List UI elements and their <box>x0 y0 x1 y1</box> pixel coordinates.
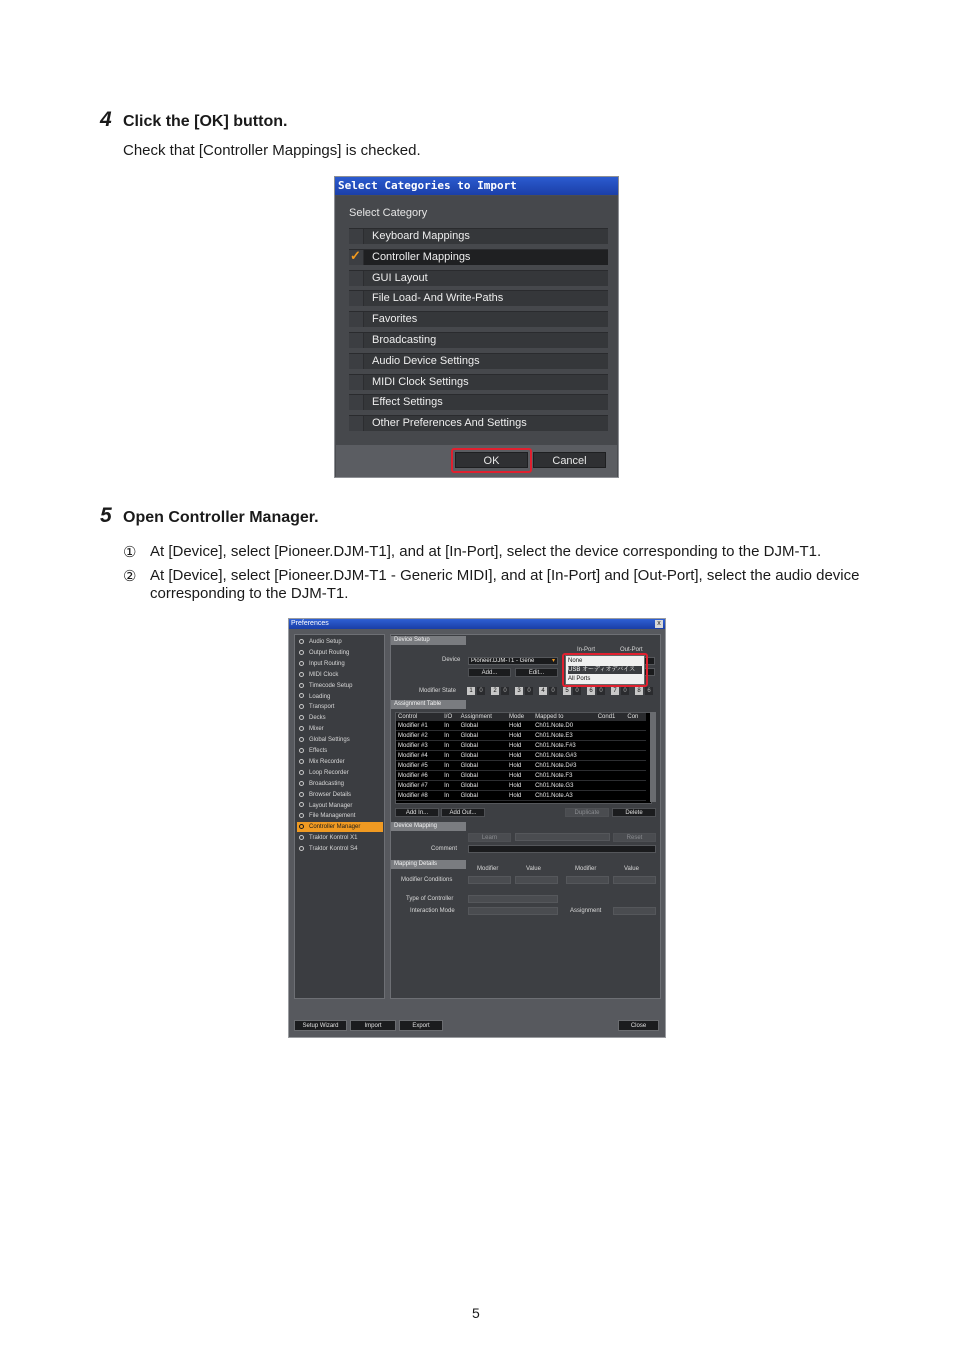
sidebar-item-label: Mixer <box>309 726 324 733</box>
category-row[interactable] <box>349 353 608 369</box>
modifier-state-label: Modifier State <box>419 688 457 694</box>
sidebar-item[interactable] <box>297 670 383 680</box>
table-cell <box>596 751 626 761</box>
table-cell: Hold <box>507 721 533 731</box>
select-category-label: Select Category <box>349 207 428 219</box>
learn-button[interactable]: Learn <box>468 833 511 842</box>
modifier-state-value: 6 <box>645 687 653 695</box>
modifier-state-value: 0 <box>549 687 557 695</box>
section-assignment-table: Assignment Table <box>391 700 466 709</box>
table-cell: Ch01.Note.D0 <box>533 721 596 731</box>
table-cell: Hold <box>507 771 533 781</box>
sidebar-item-label: Broadcasting <box>309 780 345 787</box>
window-title: Preferences <box>289 619 665 629</box>
sidebar-item[interactable] <box>297 801 383 811</box>
reset-button[interactable]: Reset <box>613 833 656 842</box>
dialog-title: Select Categories to Import <box>335 177 618 195</box>
table-row[interactable] <box>396 741 646 751</box>
table-row[interactable] <box>396 761 646 771</box>
table-cell: Ch01.Note.F#3 <box>533 741 596 751</box>
radio-icon <box>299 704 304 709</box>
radio-icon <box>299 737 304 742</box>
table-cell: Ch01.Note.E3 <box>533 731 596 741</box>
table-cell: Global <box>459 751 507 761</box>
table-cell <box>596 721 626 731</box>
select-categories-dialog <box>334 176 619 478</box>
sidebar-item[interactable] <box>297 735 383 745</box>
step-title: Open Controller Manager. <box>123 509 319 526</box>
table-cell: Modifier #4 <box>396 751 442 761</box>
modifier-state-key: 5 <box>563 687 571 695</box>
table-cell <box>596 771 626 781</box>
sidebar-item[interactable] <box>297 790 383 800</box>
step-number: 5 <box>100 504 112 527</box>
value-select-1[interactable] <box>515 876 558 884</box>
column-header[interactable]: I/O <box>442 713 458 721</box>
step-title: Click the [OK] button. <box>123 113 288 130</box>
modifier-select-2[interactable] <box>566 876 609 884</box>
table-cell: In <box>442 771 458 781</box>
modifier-conditions-label: Modifier Conditions <box>401 877 453 883</box>
table-cell: Modifier #6 <box>396 771 442 781</box>
sidebar-item[interactable] <box>297 811 383 821</box>
radio-icon <box>299 846 304 851</box>
radio-icon <box>299 683 304 688</box>
table-cell <box>625 751 646 761</box>
edit-device-button[interactable]: Edit... <box>515 668 558 677</box>
port-highlight <box>562 653 648 687</box>
sidebar-item-label: Timecode Setup <box>309 682 353 689</box>
radio-icon <box>299 813 304 818</box>
chevron-down-icon: ▾ <box>551 658 555 664</box>
table-cell <box>596 761 626 771</box>
table-cell: Hold <box>507 731 533 741</box>
table-cell: In <box>442 741 458 751</box>
duplicate-button[interactable]: Duplicate <box>565 808 609 817</box>
table-cell: Modifier #3 <box>396 741 442 751</box>
radio-icon <box>299 726 304 731</box>
table-cell <box>625 791 646 801</box>
table-cell <box>596 791 626 801</box>
category-checkbox[interactable] <box>349 247 364 265</box>
category-label: GUI Layout <box>372 271 428 284</box>
table-cell <box>596 741 626 751</box>
category-row[interactable] <box>349 394 608 410</box>
table-cell <box>596 781 626 791</box>
table-cell <box>625 781 646 791</box>
modifier-label: Modifier <box>575 866 597 872</box>
value-select-2[interactable] <box>613 876 656 884</box>
table-cell: Ch01.Note.D#3 <box>533 761 596 771</box>
modifier-state-key: 4 <box>539 687 547 695</box>
sidebar-item-label: Output Routing <box>309 649 350 656</box>
table-cell <box>596 731 626 741</box>
category-label: Effect Settings <box>372 396 443 409</box>
modifier-state-key: 6 <box>587 687 595 695</box>
column-header[interactable]: Mapped to <box>533 713 596 721</box>
table-cell: Ch01.Note.G3 <box>533 781 596 791</box>
list-item: At [Device], select [Pioneer.DJM-T1 - Generic MIDI], and at [In-Port] and [Out-Port], select the audio device corresponding to the DJM-T1. <box>150 567 860 602</box>
table-row[interactable] <box>396 791 646 801</box>
device-select[interactable] <box>468 657 558 665</box>
sidebar-item-label: Mix Recorder <box>309 758 345 765</box>
learn-select[interactable] <box>515 833 610 841</box>
add-in-button[interactable]: Add In... <box>395 808 439 817</box>
setup-wizard-button[interactable]: Setup Wizard <box>294 1020 347 1031</box>
modifier-state-value: 0 <box>621 687 629 695</box>
table-row[interactable] <box>396 731 646 741</box>
table-cell: Modifier #1 <box>396 721 442 731</box>
table-cell: In <box>442 751 458 761</box>
table-cell <box>625 731 646 741</box>
sidebar-item-label: Browser Details <box>309 791 352 798</box>
modifier-state-key: 7 <box>611 687 619 695</box>
radio-icon <box>299 835 304 840</box>
checkmark-icon: ✓ <box>350 247 361 263</box>
modifier-state-value: 0 <box>477 687 485 695</box>
category-label: MIDI Clock Settings <box>372 375 469 388</box>
table-cell: Hold <box>507 751 533 761</box>
category-row[interactable] <box>349 415 608 431</box>
table-cell: Global <box>459 791 507 801</box>
sidebar-item-label: Traktor Kontrol X1 <box>309 835 358 842</box>
category-label: Favorites <box>372 313 418 326</box>
table-cell: Hold <box>507 761 533 771</box>
category-row[interactable] <box>349 374 608 390</box>
table-cell: Ch01.Note.A3 <box>533 791 596 801</box>
table-row[interactable] <box>396 721 646 731</box>
modifier-state-value: 0 <box>501 687 509 695</box>
category-checkbox[interactable] <box>349 416 364 431</box>
table-cell: Hold <box>507 791 533 801</box>
radio-icon <box>299 770 304 775</box>
type-of-controller-label: Type of Controller <box>406 896 454 902</box>
value-label: Value <box>624 866 639 872</box>
table-cell <box>625 771 646 781</box>
sidebar-item[interactable] <box>297 757 383 767</box>
dialog-footer <box>336 445 617 477</box>
modifier-state-value: 0 <box>525 687 533 695</box>
preferences-window <box>288 618 666 1038</box>
preferences-sidebar <box>294 634 385 999</box>
radio-icon <box>299 650 304 655</box>
modifier-state-value: 0 <box>597 687 605 695</box>
sidebar-item-label: Transport <box>309 704 335 711</box>
category-row[interactable] <box>349 228 608 244</box>
list-item: At [Device], select [Pioneer.DJM-T1], and at [In-Port], select the device corresponding to the DJM-T1. <box>150 543 822 560</box>
table-row[interactable] <box>396 781 646 791</box>
category-label: Audio Device Settings <box>372 354 480 367</box>
radio-icon <box>299 672 304 677</box>
sidebar-item-label: Loading <box>309 693 331 700</box>
assignment-select[interactable] <box>613 907 656 915</box>
table-cell: Global <box>459 771 507 781</box>
assignment-table[interactable] <box>395 712 652 804</box>
port-option[interactable]: All Ports <box>568 676 591 682</box>
add-out-button[interactable]: Add Out... <box>441 808 485 817</box>
comment-label: Comment <box>431 846 458 852</box>
ok-button[interactable]: OK <box>455 452 528 468</box>
table-cell <box>625 741 646 751</box>
table-cell: Global <box>459 741 507 751</box>
sidebar-item[interactable] <box>297 724 383 734</box>
table-cell: Hold <box>507 781 533 791</box>
modifier-state-key: 8 <box>635 687 643 695</box>
sidebar-item[interactable] <box>297 648 383 658</box>
table-scrollbar[interactable] <box>650 712 656 802</box>
add-device-button[interactable]: Add... <box>468 668 511 677</box>
sidebar-item[interactable] <box>297 768 383 778</box>
sidebar-item[interactable] <box>297 659 383 669</box>
table-cell: Modifier #8 <box>396 791 442 801</box>
sidebar-item[interactable] <box>297 702 383 712</box>
table-cell <box>625 761 646 771</box>
modifier-state-value: 0 <box>573 687 581 695</box>
category-label: Broadcasting <box>372 334 437 346</box>
category-label: Keyboard Mappings <box>372 230 470 242</box>
sidebar-item[interactable] <box>297 637 383 647</box>
list-marker: ① <box>123 544 137 561</box>
radio-icon <box>299 693 304 698</box>
column-header[interactable]: Control <box>396 713 442 721</box>
category-label: File Load- And Write-Paths <box>372 292 504 305</box>
sidebar-item-label: Global Settings <box>309 737 350 744</box>
category-checkbox[interactable] <box>349 354 364 369</box>
table-cell: Modifier #7 <box>396 781 442 791</box>
dialog-body <box>336 196 617 446</box>
sidebar-item[interactable] <box>297 713 383 723</box>
interaction-mode-label: Interaction Mode <box>410 908 455 914</box>
radio-icon <box>299 824 304 829</box>
category-row[interactable] <box>349 290 608 306</box>
category-checkbox[interactable] <box>349 291 364 306</box>
category-checkbox[interactable] <box>349 395 364 410</box>
table-cell: In <box>442 781 458 791</box>
export-button[interactable]: Export <box>399 1020 443 1031</box>
out-port-label: Out-Port <box>620 647 643 653</box>
column-header[interactable]: Mode <box>507 713 533 721</box>
category-checkbox[interactable] <box>349 333 364 348</box>
sidebar-item-label: File Management <box>309 813 356 820</box>
sidebar-item[interactable] <box>297 746 383 756</box>
radio-icon <box>299 792 304 797</box>
sidebar-item[interactable] <box>297 779 383 789</box>
radio-icon <box>299 639 304 644</box>
sidebar-item-label: Traktor Kontrol S4 <box>309 846 358 853</box>
sidebar-item-label: Decks <box>309 715 326 722</box>
sidebar-item-label: Layout Manager <box>309 802 353 809</box>
table-cell: Global <box>459 721 507 731</box>
close-button[interactable]: Close <box>618 1020 659 1031</box>
radio-icon <box>299 802 304 807</box>
close-icon[interactable]: x <box>655 620 663 628</box>
step-body: Check that [Controller Mappings] is checked. <box>123 142 421 159</box>
delete-button[interactable]: Delete <box>612 808 656 817</box>
table-cell: Global <box>459 781 507 791</box>
modifier-select-1[interactable] <box>468 876 511 884</box>
radio-icon <box>299 748 304 753</box>
table-row[interactable] <box>396 771 646 781</box>
column-header[interactable]: Con <box>625 713 646 721</box>
sidebar-item-label: Effects <box>309 748 328 754</box>
modifier-state-row <box>467 687 657 695</box>
modifier-label: Modifier <box>477 866 499 872</box>
sidebar-item-label: Input Routing <box>309 660 345 667</box>
radio-icon <box>299 661 304 666</box>
category-label: Controller Mappings <box>372 250 471 263</box>
step-number: 4 <box>100 108 112 131</box>
sidebar-item[interactable] <box>297 833 383 843</box>
category-row[interactable] <box>349 332 608 348</box>
port-option[interactable]: None <box>568 658 583 664</box>
category-row[interactable] <box>349 270 608 286</box>
column-header[interactable]: Assignment <box>459 713 507 721</box>
radio-icon <box>299 759 304 764</box>
sidebar-item-label: Loop Recorder <box>309 769 349 776</box>
radio-icon <box>299 781 304 786</box>
modifier-state-key: 3 <box>515 687 523 695</box>
sidebar-item[interactable] <box>297 692 383 702</box>
page-number: 5 <box>472 1305 480 1321</box>
table-cell: In <box>442 721 458 731</box>
category-label: Other Preferences And Settings <box>372 417 527 430</box>
controller-manager-panel <box>390 634 661 999</box>
category-checkbox[interactable] <box>349 312 364 327</box>
comment-input[interactable] <box>468 845 656 853</box>
value-label: Value <box>526 866 541 872</box>
table-cell: In <box>442 731 458 741</box>
category-checkbox[interactable] <box>349 375 364 390</box>
table-row[interactable] <box>396 751 646 761</box>
table-cell: Modifier #2 <box>396 731 442 741</box>
sidebar-item[interactable] <box>297 822 383 832</box>
table-cell: Hold <box>507 741 533 751</box>
category-row[interactable] <box>349 249 608 265</box>
section-device-setup: Device Setup <box>391 636 466 645</box>
list-marker: ② <box>123 568 137 585</box>
table-cell: Ch01.Note.G#3 <box>533 751 596 761</box>
category-checkbox[interactable] <box>349 229 364 244</box>
table-cell: Ch01.Note.F3 <box>533 771 596 781</box>
table-cell: In <box>442 761 458 771</box>
interaction-mode-select[interactable] <box>468 907 558 915</box>
port-option-selected[interactable]: USB オーディオデバイス <box>568 666 642 674</box>
column-header[interactable]: Cond1 <box>596 713 626 721</box>
section-mapping-details: Mapping Details <box>391 860 466 869</box>
modifier-state-key: 2 <box>491 687 499 695</box>
table-cell: In <box>442 791 458 801</box>
assignment-label: Assignment <box>570 908 602 914</box>
device-label: Device <box>442 657 461 663</box>
cancel-button[interactable]: Cancel <box>533 452 606 468</box>
section-device-mapping: Device Mapping <box>391 822 466 831</box>
table-cell <box>625 721 646 731</box>
sidebar-item[interactable] <box>297 844 383 854</box>
radio-icon <box>299 715 304 720</box>
sidebar-item-label: MIDI Clock <box>309 671 339 678</box>
category-row[interactable] <box>349 311 608 327</box>
sidebar-item-label: Controller Manager <box>309 824 361 831</box>
sidebar-item[interactable] <box>297 681 383 691</box>
category-checkbox[interactable] <box>349 271 364 286</box>
import-button[interactable]: Import <box>350 1020 396 1031</box>
table-cell: Global <box>459 761 507 771</box>
modifier-state-key: 1 <box>467 687 475 695</box>
sidebar-item-label: Audio Setup <box>309 639 342 645</box>
table-cell: Modifier #5 <box>396 761 442 771</box>
device-select-value: Pioneer.DJM-T1 - Gene <box>471 658 535 664</box>
table-cell: Global <box>459 731 507 741</box>
type-of-controller-select[interactable] <box>468 895 558 903</box>
in-port-label: In-Port <box>577 647 596 653</box>
